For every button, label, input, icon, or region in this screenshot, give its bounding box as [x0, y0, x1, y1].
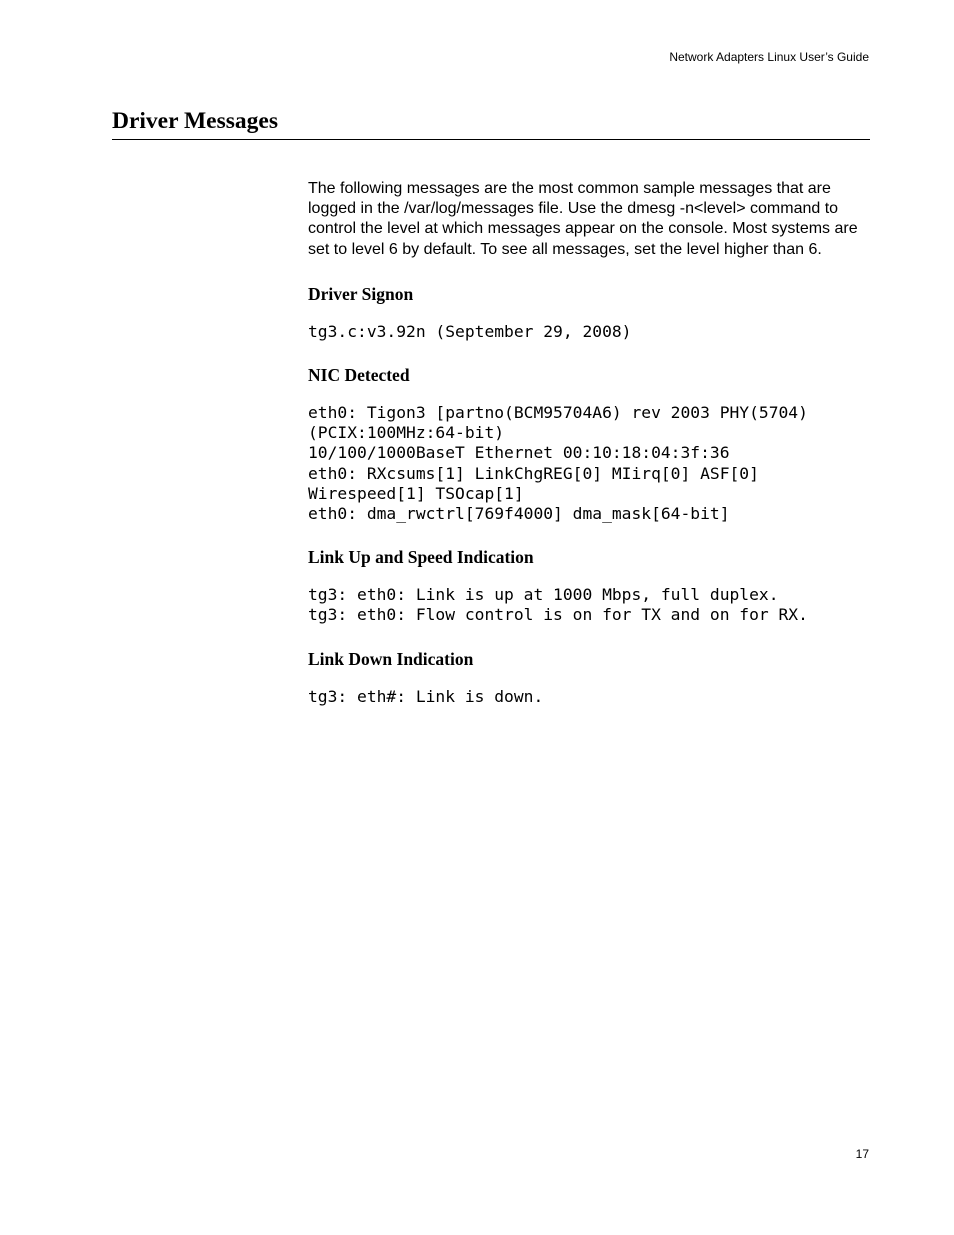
- code-block-link-down: tg3: eth#: Link is down.: [308, 686, 544, 706]
- page-number: 17: [855, 1147, 869, 1161]
- section-heading-driver-signon: Driver Signon: [308, 283, 414, 304]
- title-divider: [112, 139, 870, 140]
- running-header: Network Adapters Linux User’s Guide: [669, 50, 869, 64]
- section-heading-link-down: Link Down Indication: [308, 648, 474, 669]
- section-heading-link-up: Link Up and Speed Indication: [308, 547, 534, 568]
- code-block-link-up: tg3: eth0: Link is up at 1000 Mbps, full duplex. tg3: eth0: Flow control is on for TX and on for RX.: [308, 585, 808, 625]
- code-block-nic-detected: eth0: Tigon3 [partno(BCM95704A6) rev 2003 PHY(5704) (PCIX:100MHz:64-bit) 10/100/1000BaseT Ethernet 00:10:18:04:3f:36 eth0: RXcsums[1] LinkChgREG[0] MIirq[0] ASF[0] Wirespeed[1] TSOcap[1] eth0: dma_rwctrl[769f4000] dma_mask[64-bit]: [308, 403, 808, 524]
- intro-paragraph: The following messages are the most common sample messages that are logged in the /var/log/messages file. Use the dmesg -n<level> command to control the level at which messages appear on the console. Most systems are set to level 6 by default. To see all messages, set the level higher than 6.: [308, 180, 858, 258]
- main-content: [308, 179, 870, 707]
- page-title: Driver Messages: [112, 108, 278, 134]
- section-heading-nic-detected: NIC Detected: [308, 365, 410, 386]
- code-block-driver-signon: tg3.c:v3.92n (September 29, 2008): [308, 321, 632, 341]
